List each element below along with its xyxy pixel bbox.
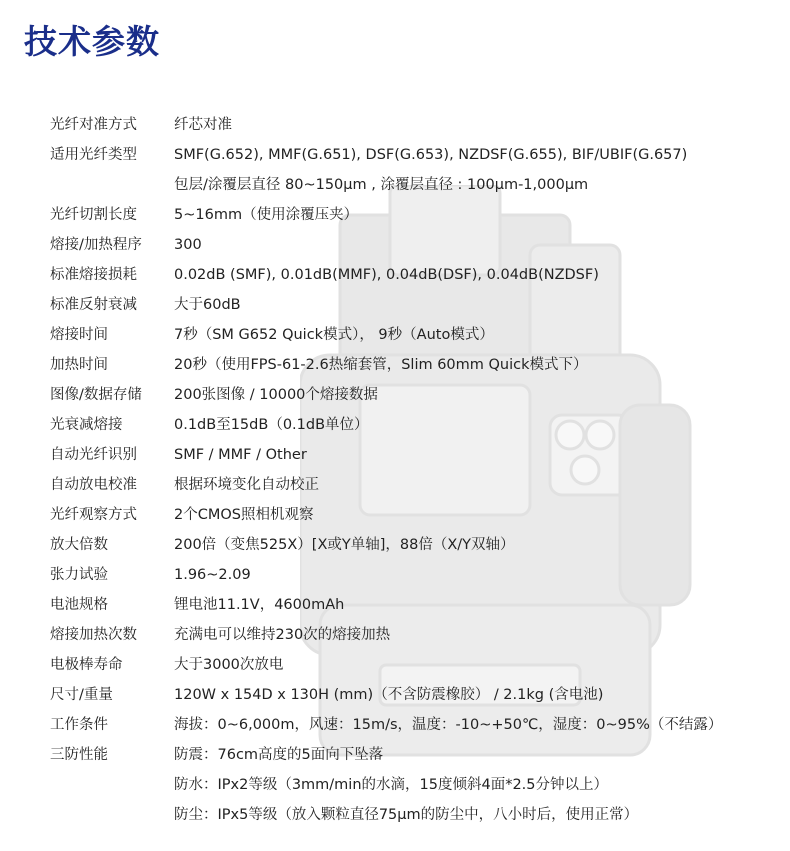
spec-row bbox=[50, 170, 780, 200]
spec-value: 20秒（使用FPS-61-2.6热缩套管，Slim 60mm Quick模式下） bbox=[174, 357, 588, 373]
spec-list bbox=[50, 110, 780, 830]
spec-row bbox=[50, 740, 780, 770]
spec-label: 自动放电校准 bbox=[50, 477, 137, 493]
spec-label: 熔接/加热程序 bbox=[50, 237, 142, 253]
spec-value: 包层/涂覆层直径 80~150μm , 涂覆层直径 : 100μm-1,000μm bbox=[174, 177, 589, 193]
spec-value: 大于60dB bbox=[174, 297, 241, 313]
spec-label: 电池规格 bbox=[50, 597, 108, 613]
spec-row bbox=[50, 770, 780, 800]
spec-label: 熔接加热次数 bbox=[50, 627, 137, 643]
spec-value: 纤芯对准 bbox=[174, 117, 232, 133]
spec-row bbox=[50, 710, 780, 740]
spec-value: 海拔：0~6,000m，风速：15m/s，温度：-10~+50℃，湿度：0~95%（不结露） bbox=[174, 717, 723, 733]
spec-row bbox=[50, 140, 780, 170]
spec-label: 三防性能 bbox=[50, 747, 108, 763]
spec-label: 放大倍数 bbox=[50, 537, 108, 553]
spec-row bbox=[50, 680, 780, 710]
spec-value: 大于3000次放电 bbox=[174, 657, 284, 673]
spec-label: 适用光纤类型 bbox=[50, 147, 137, 163]
spec-value: 0.1dB至15dB（0.1dB单位） bbox=[174, 417, 369, 433]
spec-label: 尺寸/重量 bbox=[50, 687, 113, 703]
spec-label: 自动光纤识别 bbox=[50, 447, 137, 463]
page-title: 技术参数 bbox=[24, 22, 160, 61]
spec-row bbox=[50, 590, 780, 620]
spec-row bbox=[50, 500, 780, 530]
spec-value: 防震：76cm高度的5面向下坠落 bbox=[174, 747, 384, 763]
spec-value: SMF(G.652), MMF(G.651), DSF(G.653), NZDSF(G.655), BIF/UBIF(G.657) bbox=[174, 147, 688, 163]
spec-value: 2个CMOS照相机观察 bbox=[174, 507, 314, 523]
spec-label: 张力试验 bbox=[50, 567, 108, 583]
spec-value: 1.96~2.09 bbox=[174, 567, 251, 583]
spec-row bbox=[50, 110, 780, 140]
spec-value: 200倍（变焦525X）[X或Y单轴]，88倍（X/Y双轴） bbox=[174, 537, 515, 553]
spec-row bbox=[50, 560, 780, 590]
spec-label: 光纤观察方式 bbox=[50, 507, 137, 523]
spec-row bbox=[50, 800, 780, 830]
spec-row bbox=[50, 290, 780, 320]
spec-value: 200张图像 / 10000个熔接数据 bbox=[174, 387, 378, 403]
spec-row bbox=[50, 230, 780, 260]
spec-label: 图像/数据存储 bbox=[50, 387, 142, 403]
spec-label: 工作条件 bbox=[50, 717, 108, 733]
spec-value: 5~16mm（使用涂覆压夹） bbox=[174, 207, 359, 223]
spec-label: 熔接时间 bbox=[50, 327, 108, 343]
spec-value: 防尘：IPx5等级（放入颗粒直径75μm的防尘中，八小时后，使用正常） bbox=[174, 807, 639, 823]
spec-value: 根据环境变化自动校正 bbox=[174, 477, 319, 493]
spec-value: 充满电可以维持230次的熔接加热 bbox=[174, 627, 391, 643]
spec-row bbox=[50, 350, 780, 380]
spec-label: 电极棒寿命 bbox=[50, 657, 123, 673]
spec-row bbox=[50, 650, 780, 680]
spec-label: 标准熔接损耗 bbox=[50, 267, 137, 283]
spec-label: 标准反射衰减 bbox=[50, 297, 137, 313]
spec-value: 7秒（SM G652 Quick模式）， 9秒（Auto模式） bbox=[174, 327, 494, 343]
spec-row bbox=[50, 380, 780, 410]
spec-value: 300 bbox=[174, 237, 202, 253]
spec-value: 120W x 154D x 130H (mm)（不含防震橡胶） / 2.1kg (含电池) bbox=[174, 687, 604, 703]
spec-row bbox=[50, 260, 780, 290]
spec-label: 光衰减熔接 bbox=[50, 417, 123, 433]
spec-value: 锂电池11.1V，4600mAh bbox=[174, 597, 345, 613]
spec-row bbox=[50, 200, 780, 230]
spec-label: 加热时间 bbox=[50, 357, 108, 373]
spec-value: 防水：IPx2等级（3mm/min的水滴，15度倾斜4面*2.5分钟以上） bbox=[174, 777, 609, 793]
spec-value: 0.02dB (SMF), 0.01dB(MMF), 0.04dB(DSF), 0.04dB(NZDSF) bbox=[174, 267, 599, 283]
spec-row bbox=[50, 530, 780, 560]
spec-row bbox=[50, 440, 780, 470]
spec-row bbox=[50, 470, 780, 500]
spec-row bbox=[50, 320, 780, 350]
spec-label: 光纤对准方式 bbox=[50, 117, 137, 133]
spec-label: 光纤切割长度 bbox=[50, 207, 137, 223]
spec-value: SMF / MMF / Other bbox=[174, 447, 307, 463]
spec-row bbox=[50, 410, 780, 440]
spec-row bbox=[50, 620, 780, 650]
